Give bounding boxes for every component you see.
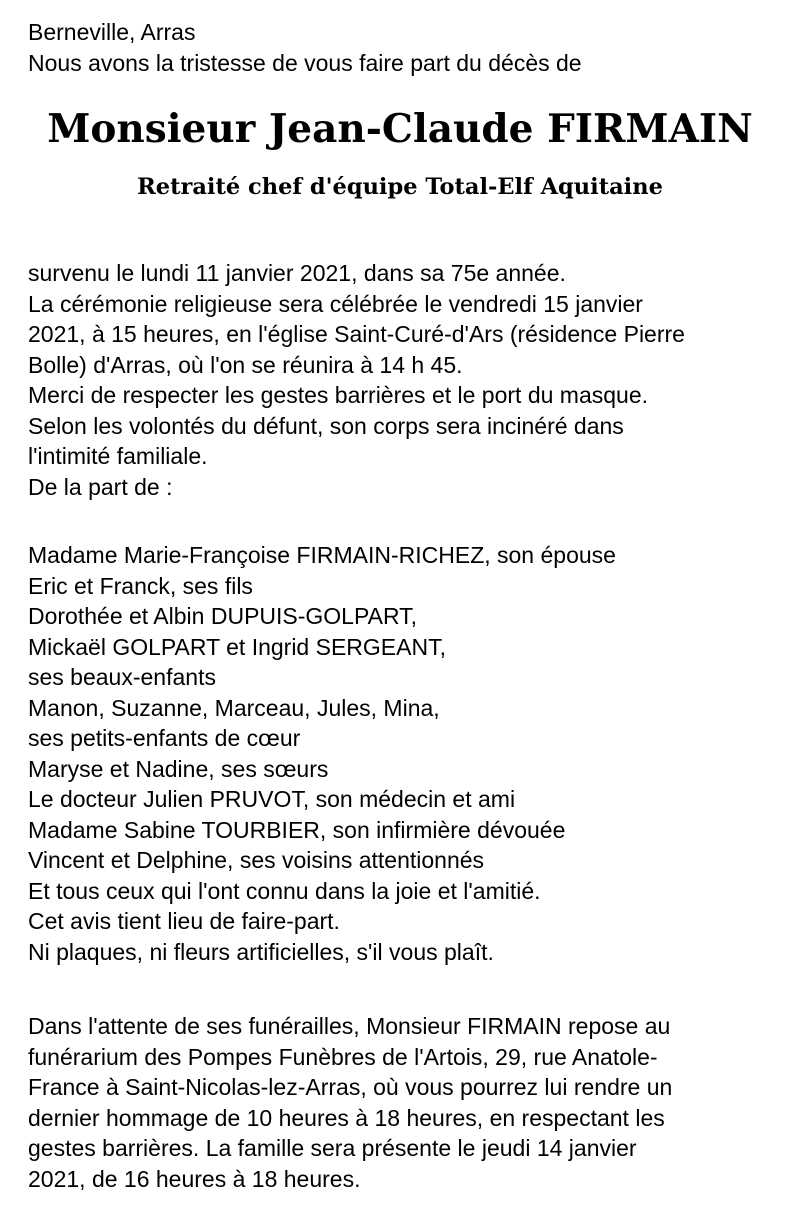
family-line: Manon, Suzanne, Marceau, Jules, Mina, xyxy=(28,694,440,721)
family-line: Dorothée et Albin DUPUIS-GOLPART, xyxy=(28,603,418,629)
family-line: Maryse et Nadine, ses sœurs xyxy=(28,755,329,782)
family-line: Vincent et Delphine, ses voisins attentionnés xyxy=(28,847,485,873)
notice-header xyxy=(28,0,793,78)
family-line: Cet avis tient lieu de faire-part. xyxy=(28,908,340,934)
text-line: 2021, à 15 heures, en l'église Saint-Curé-d'Ars (résidence Pierre xyxy=(28,321,685,347)
text-line: Merci de respecter les gestes barrières et le port du masque. xyxy=(28,382,649,408)
family-line: ses beaux-enfants xyxy=(28,664,216,690)
text-line: Selon les volontés du défunt, son corps sera incinéré dans xyxy=(28,412,624,439)
family-line: Madame Sabine TOURBIER, son infirmière dévouée xyxy=(28,816,566,843)
text-line: gestes barrières. La famille sera présente le jeudi 14 janvier xyxy=(28,1135,637,1161)
family-section xyxy=(28,540,793,967)
announcement-section xyxy=(28,258,793,502)
text-line: l'intimité familiale. xyxy=(28,443,208,469)
funeral-home-section xyxy=(28,1011,793,1194)
family-line: Et tous ceux qui l'ont connu dans la joie et l'amitié. xyxy=(28,877,541,904)
family-line: Eric et Franck, ses fils xyxy=(28,572,253,599)
deceased-name: Monsieur Jean-Claude FIRMAIN xyxy=(47,106,753,152)
deceased-title: Retraité chef d'équipe Total-Elf Aquitaine xyxy=(137,174,663,200)
place-line: Berneville, Arras xyxy=(28,19,196,45)
text-line: De la part de : xyxy=(28,473,173,500)
text-line: funérarium des Pompes Funèbres de l'Artois, 29, rue Anatole- xyxy=(28,1043,658,1070)
text-line: 2021, de 16 heures à 18 heures. xyxy=(28,1165,361,1192)
intro-line: Nous avons la tristesse de vous faire part du décès de xyxy=(28,49,582,76)
family-line: Ni plaques, ni fleurs artificielles, s'il vous plaît. xyxy=(28,938,494,965)
family-line: ses petits-enfants de cœur xyxy=(28,725,301,751)
text-line: Bolle) d'Arras, où l'on se réunira à 14 h 45. xyxy=(28,351,463,378)
family-line: Madame Marie-Françoise FIRMAIN-RICHEZ, son épouse xyxy=(28,542,616,568)
text-line: La cérémonie religieuse sera célébrée le vendredi 15 janvier xyxy=(28,290,643,317)
text-line: dernier hommage de 10 heures à 18 heures, en respectant les xyxy=(28,1104,665,1131)
family-line: Le docteur Julien PRUVOT, son médecin et ami xyxy=(28,786,516,812)
text-line: France à Saint-Nicolas-lez-Arras, où vous pourrez lui rendre un xyxy=(28,1074,673,1100)
text-line: survenu le lundi 11 janvier 2021, dans sa 75e année. xyxy=(28,260,566,286)
family-line: Mickaël GOLPART et Ingrid SERGEANT, xyxy=(28,633,446,660)
text-line: Dans l'attente de ses funérailles, Monsieur FIRMAIN repose au xyxy=(28,1013,671,1039)
